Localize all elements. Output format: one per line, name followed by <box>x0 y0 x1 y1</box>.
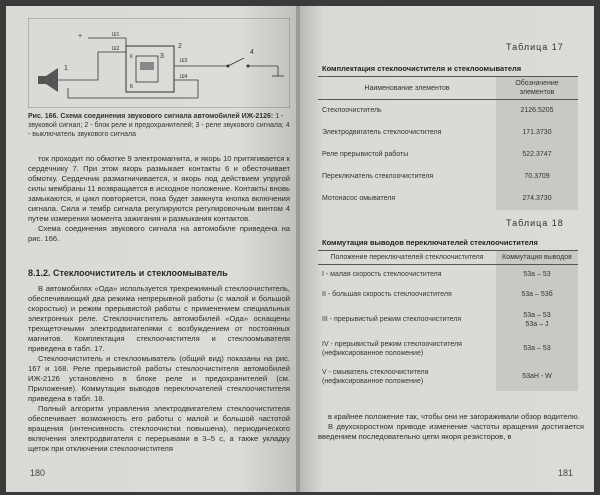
table-cell: Мотонасос омывателя <box>322 195 396 202</box>
table18-header: Положение переключателей стеклоочистителя <box>318 251 496 265</box>
caption-title: Рис. 166. Схема соединения звукового сигнала автомобилей ИЖ-2126: <box>28 113 274 120</box>
page-number-right: 181 <box>558 468 574 478</box>
table-cell: 53а – 53б <box>496 285 578 305</box>
fig-label-b: Б <box>130 84 134 90</box>
paragraph: ток проходит по обмотке 9 электромагнита, и якорь 10 притягивается к сердечнику 7. При этом якорь размыкает контакты 6 и обесточивает обмотку. Сердечник размагничивается, и якорь под действием упругой силы мембраны 11 возвращается в исходное положение. Контакты вновь замыкаются, и цикл повторяется, пока будет замкнута кнопка включения сигнала. Сила и тембр сигнала регулируются регулировочным винтом 4 путем измерения момента зажигания и размыкания контактов. <box>28 154 290 223</box>
table-cell: II - большая скорость стеклоочистителя <box>322 291 452 298</box>
table-cell: 53а – 53 53а – J <box>496 305 578 335</box>
table17-title: Комплектация стеклоочистителя и стеклоомывателя <box>322 64 522 73</box>
table-row <box>318 144 578 166</box>
table-row <box>318 363 578 391</box>
fig-callout-4: 4 <box>250 49 254 56</box>
table17 <box>318 76 578 210</box>
table17-header: Обозначение элементов <box>496 77 578 100</box>
table-cell: III - прерывистый режим стеклоочистителя <box>322 316 462 323</box>
fig-callout-3: 3 <box>160 53 164 60</box>
table-cell: Электродвигатель стеклоочистителя <box>322 129 442 136</box>
table-row <box>318 335 578 363</box>
fig-label-w4: Ш4 <box>180 74 188 80</box>
horn-icon <box>38 68 58 92</box>
table-row <box>318 166 578 188</box>
table-cell: 2126.5205 <box>496 100 578 122</box>
table18-label: Таблица 18 <box>506 218 564 228</box>
right-page <box>300 6 594 492</box>
fig-label-k: К <box>130 54 133 60</box>
table-cell: Переключатель стеклоочистителя <box>322 173 434 180</box>
table-row <box>318 285 578 305</box>
fig-label-w2: Ш2 <box>112 46 120 52</box>
table-cell: 522.3747 <box>496 144 578 166</box>
paragraph: Схема соединения звукового сигнала на автомобиле приведена на рис. 166. <box>28 224 290 243</box>
horn-wiring-diagram <box>28 18 290 108</box>
table-cell: IV - прерывистый режим стеклоочистителя (нефиксированное положение) <box>322 340 462 357</box>
paragraph: в крайнее положение так, чтобы они не загораживали обзор водителю. <box>328 412 580 421</box>
fig-label-plus: + <box>78 33 83 40</box>
table-row <box>318 100 578 122</box>
book-spread <box>6 6 594 492</box>
table-row <box>318 122 578 144</box>
table-row <box>318 305 578 335</box>
table-cell: V - смыватель стеклоочистителя (нефиксированное положение) <box>322 368 429 385</box>
paragraph: Полный алгоритм управления электродвигателем стеклоочистителя обеспечивает возможность его работы с малой и большой частотой вращения (интенсивность стеклоочистки повышена), периодического включения электродвигателя с перерывами в 3–5 с, а также укладку щеток при отключении стеклоочистителя <box>28 404 290 453</box>
table18-header: Коммутация выводов <box>496 251 578 265</box>
page-number-left: 180 <box>30 468 46 478</box>
table-cell: 53а – 53 <box>496 265 578 285</box>
table-cell: Стеклоочиститель <box>322 107 382 115</box>
body-text-top <box>28 154 290 244</box>
table18 <box>318 250 578 391</box>
switch-icon <box>227 58 285 76</box>
table-cell: 171.3730 <box>496 122 578 144</box>
caption-text: 1 - звуковой сигнал; 2 - блок реле и предохранителей; 3 - реле звукового сигнала; 4 - выключатель звукового сигнала <box>28 113 290 138</box>
right-body-text <box>318 412 584 442</box>
paragraph: В двухскоростном приводе изменение частоты вращения достигается введением последовательно цепи якоря резисторов, в <box>318 422 584 441</box>
table-cell: 274.3730 <box>496 188 578 210</box>
table-row <box>318 188 578 210</box>
table-cell: Реле прерывистой работы <box>322 151 409 158</box>
paragraph: В автомобилях «Ода» используется трехрежимный стеклоочиститель, обеспечивающий два режима непрерывной работы (с малой и большой скоростью) и режим прерывистой работы с применением специальных электронных реле. Стеклоочиститель автомобилей «Ода» оснащены трехщеточными электродвигателями с возбуждением от постоянных магнитов. Комплектация стеклоочистителя и стеклоомывателя приведена в табл. 17. <box>28 284 290 353</box>
figure-caption <box>28 112 290 139</box>
table17-header: Наименование элементов <box>318 77 496 100</box>
table-cell: 53аН - W <box>496 363 578 391</box>
fig-label-w1: Ш1 <box>112 32 120 38</box>
table-row <box>318 265 578 285</box>
fig-label-w3: Ш3 <box>180 58 188 64</box>
table-cell: I - малая скорость стеклоочистителя <box>322 271 442 279</box>
section-heading: 8.1.2. Стеклоочиститель и стеклоомыватель <box>28 268 228 278</box>
table-cell: 70.3709 <box>496 166 578 188</box>
body-text-bottom <box>28 284 290 454</box>
table18-title: Коммутация выводов переключателей стеклоочистителя <box>322 238 538 247</box>
table-cell: 53а – 53 <box>496 335 578 363</box>
left-page <box>6 6 298 492</box>
table17-label: Таблица 17 <box>506 42 564 52</box>
fig-callout-1: 1 <box>64 65 68 72</box>
fig-callout-2: 2 <box>178 43 182 50</box>
paragraph: Стеклоочиститель и стеклоомыватель (общий вид) показаны на рис. 167 и 168. Реле прерывистой работы стеклоочистителя автомобилей ИЖ-2126 установлено в блоке реле и предохранителей (см. Приложение). Коммутация выводов переключателей стеклоочистителя приведена в табл. 18. <box>28 354 290 403</box>
